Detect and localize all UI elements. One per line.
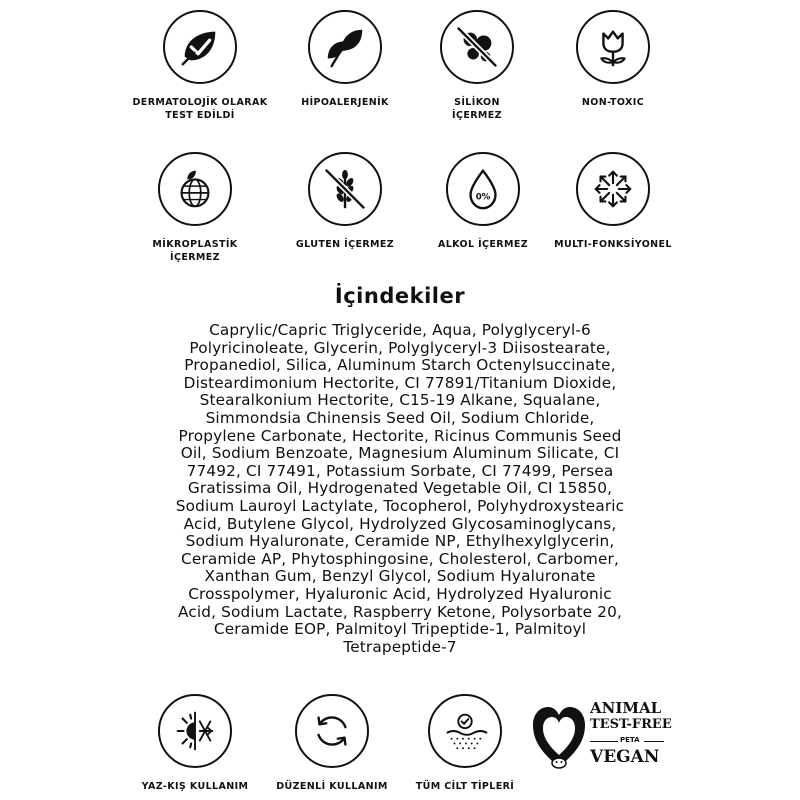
globe-plant-icon [172,166,218,212]
drop-zero-icon [460,166,506,212]
badge-all-skin-types [380,694,550,793]
badge-circle [308,10,382,84]
refresh-icon [309,708,355,754]
vegan-logo-line3: VEGAN [590,747,660,767]
vegan-logo-divider [644,741,664,742]
tulip-icon [590,24,636,70]
bunny-heart-icon [530,695,590,775]
badge-circle [576,152,650,226]
ingredients-title: İçindekiler [334,284,466,308]
badge-label: SİLİKON İÇERMEZ [452,97,502,121]
badge-circle [163,10,237,84]
ingredients-line: Oil, Sodium Benzoate, Magnesium Aluminum Silicate, CI [180,444,620,463]
badge-label: GLUTEN İÇERMEZ [295,239,395,250]
badge-label: YAZ-KIŞ KULLANIM [141,781,249,792]
ingredients-line: Sodium Hyaluronate, Ceramide NP, Ethylhexylglycerin, [185,532,615,551]
skin-check-icon [442,708,488,754]
peta-brand: PETA [620,736,640,744]
badge-label: MİKROPLASTİK İÇERMEZ [152,239,238,263]
ingredients-line: Polyricinoleate, Glycerin, Polyglyceryl-3 Diisostearate, [189,338,611,357]
badge-multi-functional [528,152,698,251]
leaf-check-icon [177,24,223,70]
ingredients-line: Gratissima Oil, Hydrogenated Vegetable Oil, CI 15850, [187,479,613,498]
badge-microplastic-free [110,152,280,264]
zero-percent-text: 0% [475,192,491,203]
badge-circle [295,694,369,768]
ingredients-line: Disteardimonium Hectorite, CI 77891/Titanium Dioxide, [183,373,617,392]
ingredients-line: Simmondsia Chinensis Seed Oil, Sodium Chloride, [205,408,595,427]
badge-circle [576,10,650,84]
animal-test-free-vegan-logo [530,695,670,775]
badge-label: TÜM CİLT TİPLERİ [415,781,515,792]
badge-circle [446,152,520,226]
ingredients-line: Ceramide AP, Phytosphingosine, Cholesterol, Carbomer, [181,549,619,568]
badge-non-toxic [528,10,698,109]
badge-label: NON-TOXIC [581,97,645,108]
vegan-logo-divider [590,741,618,742]
badge-label: HİPOALERJENİK [301,97,389,108]
multi-arrows-icon [590,166,636,212]
ingredients-line: Caprylic/Capric Triglyceride, Aqua, Polyglyceryl-6 [209,321,591,339]
leaves-icon [322,24,368,70]
ingredients-line: Propylene Carbonate, Hectorite, Ricinus Communis Seed [178,426,622,445]
badge-circle [158,152,232,226]
ingredients-line: Crosspolymer, Hyaluronic Acid, Hydrolyzed Hyaluronic [188,584,612,603]
ingredients-line: Sodium Lauroyl Lactylate, Tocopherol, Polyhydroxystearic [175,496,625,515]
ingredients-line: Tetrapeptide-7 [343,637,457,656]
ingredients-line: Acid, Butylene Glycol, Hydrolyzed Glycosaminoglycans, [183,514,617,533]
vegan-logo-line1: ANIMAL [590,699,662,717]
vegan-logo-line2: TEST-FREE [590,717,672,732]
ingredients-line: Xanthan Gum, Benzyl Glycol, Sodium Hyaluronate [204,567,596,586]
ingredients-line: Ceramide EOP, Palmitoyl Tripeptide-1, Palmitoyl [213,620,587,639]
no-silicone-icon [454,24,500,70]
badge-circle [158,694,232,768]
badge-circle [308,152,382,226]
badge-label: ALKOL İÇERMEZ [437,239,529,250]
no-wheat-icon [322,166,368,212]
ingredients-line: Acid, Sodium Lactate, Raspberry Ketone, Polysorbate 20, [177,602,623,621]
badge-circle [428,694,502,768]
ingredients-line: 77492, CI 77491, Potassium Sorbate, CI 77499, Persea [186,461,614,480]
ingredients-list [130,322,670,656]
ingredients-line: Stearalkonium Hectorite, C15-19 Alkane, Squalane, [199,391,601,410]
badge-label: MULTI-FONKSİYONEL [554,239,672,250]
badge-label: DÜZENLİ KULLANIM [276,781,388,792]
ingredients-line: Propanediol, Silica, Aluminum Starch Octenylsuccinate, [184,356,616,375]
badge-circle [440,10,514,84]
sun-snowflake-icon [172,708,218,754]
badge-label: DERMATOLOJİK OLARAK TEST EDİLDİ [132,97,268,121]
